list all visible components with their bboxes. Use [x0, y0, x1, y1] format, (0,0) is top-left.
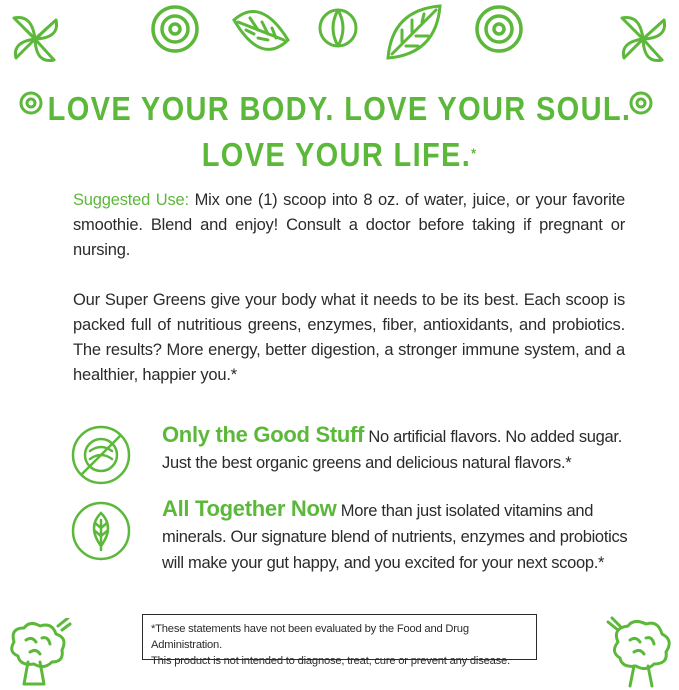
spiral-icon — [148, 2, 202, 56]
leaf-sprig-icon — [612, 8, 674, 70]
suggested-use-label: Suggested Use: — [73, 191, 189, 209]
leaf-sprig-icon — [4, 8, 66, 70]
headline-asterisk: * — [471, 145, 478, 161]
disclaimer-line-1: *These statements have not been evaluated by the Food and Drug Administration. — [151, 623, 469, 651]
suggested-use-paragraph — [73, 188, 625, 263]
headline-line-1: LOVE YOUR BODY. LOVE YOUR SOUL. — [47, 90, 632, 127]
broccoli-icon — [604, 616, 676, 688]
spiral-icon — [472, 2, 526, 56]
feature-all-together-title: All Together Now — [162, 496, 337, 521]
description-paragraph: Our Super Greens give your body what it needs to be its best. Each scoop is packed full of nutritious greens, enzymes, fiber, antioxidants, and probiotics. The results? More energy, better digestion, a stronger immune system, and a healthier, happier you.* — [73, 291, 625, 384]
fda-disclaimer — [142, 614, 537, 667]
feature-good-stuff-title: Only the Good Stuff — [162, 422, 365, 447]
feature-all-together-body: More than just isolated vitamins and minerals. Our signature blend of nutrients, enzymes and probiotics will make your gut happy, and you excited for your next scoop.* — [162, 502, 628, 572]
feature-good-stuff — [70, 422, 630, 482]
broccoli-icon — [4, 618, 72, 688]
feature-good-stuff-body: No artificial flavors. No added sugar. Just the best organic greens and delicious natural flavors.* — [162, 428, 622, 472]
disclaimer-line-2: This product is not intended to diagnose, treat, cure or prevent any disease. — [151, 655, 510, 667]
headline-line-2 — [41, 132, 639, 178]
leaf-icon — [382, 0, 446, 64]
feature-all-together — [70, 496, 630, 586]
no-sugar-icon — [70, 424, 132, 491]
leaf-icon — [228, 0, 294, 64]
headline-line-2-text: LOVE YOUR LIFE. — [201, 136, 472, 173]
feature-all-together-text — [162, 496, 632, 576]
headline — [41, 86, 639, 178]
feature-good-stuff-text — [162, 422, 632, 476]
leaf-icon — [70, 500, 132, 567]
swirl-icon — [316, 6, 360, 50]
suggested-use-text: Mix one (1) scoop into 8 oz. of water, juice, or your favorite smoothie. Blend and enjoy! Consult a doctor before taking if pregnant or nursing. — [73, 191, 625, 259]
